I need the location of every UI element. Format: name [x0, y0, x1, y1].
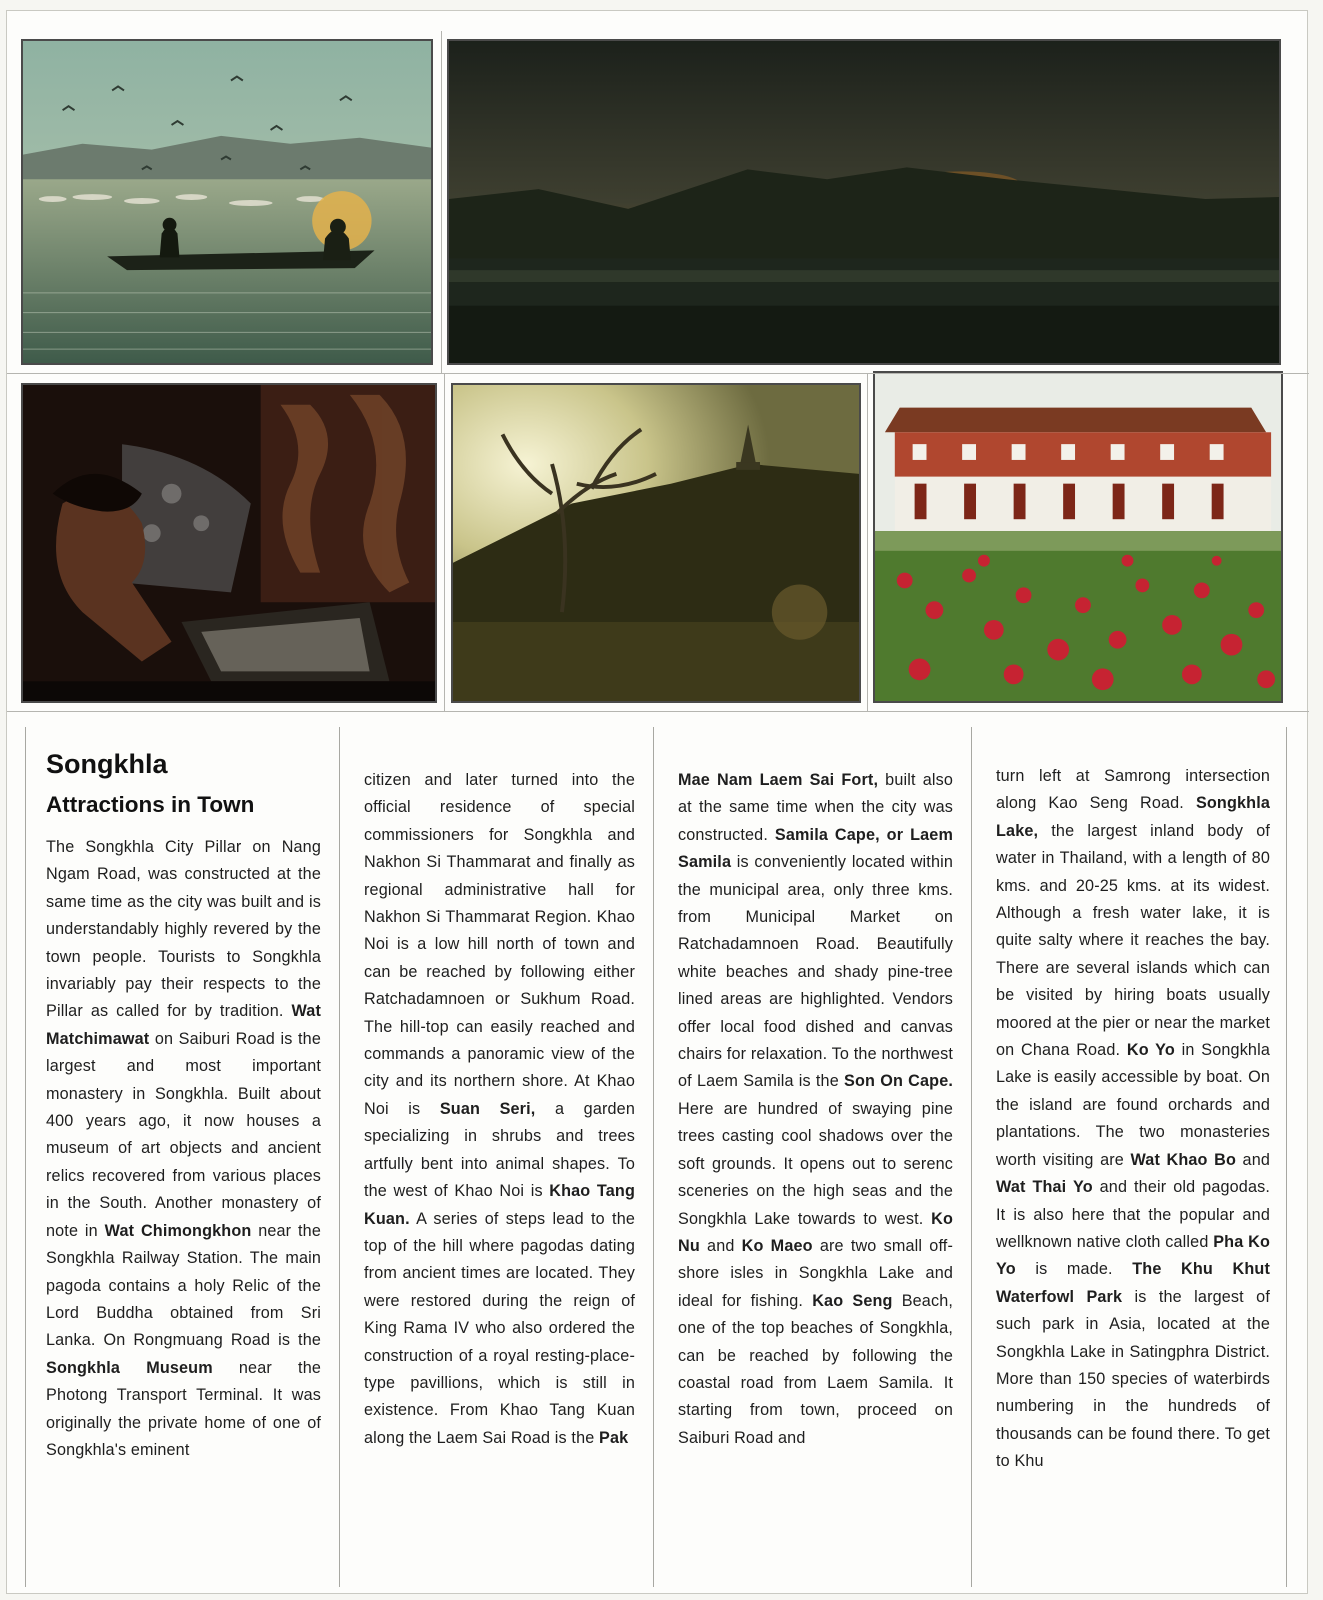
bold-term: Wat Thai Yo [996, 1178, 1093, 1197]
page-title: Songkhla [46, 749, 168, 779]
text-run: in Songkhla Lake is easily accessible by boat. On the island are found orchards and plantations. The two monasteries worth visiting are [996, 1041, 1270, 1169]
bold-term: Pak [599, 1428, 629, 1447]
text-run: citizen and later turned into the official residence of special commissioners for Songkhla and Nakhon Si Thammarat and finally as regional administrative hall for Nakhon Si Thammarat Region. Khao Noi is a low hill north of town and can be reached by following either Ratchadamnoen or Sukhum Road. The hill-top can easily reached and commands a panoramic view of the city and its northern shore. At Khao Noi is [364, 771, 635, 1118]
photo-hilltop-pagoda [451, 383, 861, 703]
boat-lake-image [23, 41, 431, 363]
photo-boat-lake [21, 39, 433, 365]
bold-term: Wat Chimongkhon [104, 1221, 252, 1240]
text-run: and their old pagodas. It is also here that the popular and wellknown native cloth called [996, 1178, 1270, 1251]
text-column-1 [25, 727, 339, 1587]
bold-term: Ko Maeo [741, 1236, 813, 1255]
text-column-2 [339, 727, 653, 1587]
bold-term: Ko Yo [1126, 1041, 1175, 1060]
bold-term: The Khu Khut Waterfowl Park [996, 1260, 1270, 1306]
bold-term: Son On Cape. [844, 1072, 953, 1091]
pagoda-image [453, 385, 859, 701]
photo-divider-vertical-1 [441, 31, 442, 373]
bold-term: Pha Ko Yo [996, 1232, 1270, 1279]
text-column-3 [653, 727, 971, 1587]
column-4-paragraph [996, 763, 1270, 1476]
text-run: the largest inland body of water in Thailand, with a length of 80 kms. and 20-25 kms. at its widest. Although a fresh water lake, it is quite salty where it reaches the bay. There are several islands which can be visited by hiring boats usually moored at the pier or near the market on Chana Road. [996, 821, 1270, 1060]
text-run: a garden specializing in shrubs and trees artfully bent into animal shapes. To the west of Khao Noi is [364, 1099, 635, 1201]
photo-divider-vertical-3 [867, 373, 868, 711]
text-run: turn left at Samrong intersection along Kao Seng Road. [996, 767, 1270, 813]
text-run: near the Songkhla Railway Station. The main pagoda contains a holy Relic of the Lord Buddha obtained from Sri Lanka. On Rongmuang Road is the [46, 1221, 321, 1350]
brochure-page [6, 10, 1308, 1594]
text-run: on Saiburi Road is the largest and most important monastery in Songkhla. Built about 400 years ago, it now houses a museum of art objects and ancient relics recovered from various places in the South. Another monastery of note in [46, 1029, 321, 1240]
text-run: Beach, one of the top beaches of Songkhla, can be reached by following the coastal road from Laem Samila. It starting from town, proceed on Saiburi Road and [678, 1291, 953, 1447]
photo-divider-top [7, 373, 1309, 374]
section-subtitle: Attractions in Town [46, 792, 255, 817]
text-run: and [699, 1236, 742, 1255]
bold-term: Wat Matchimawat [46, 1002, 321, 1048]
bold-term: Samila Cape, or Laem Samila [678, 825, 953, 872]
photo-divider-vertical-2 [444, 373, 445, 711]
photo-divider-bottom [7, 711, 1309, 712]
column-3-paragraph [678, 767, 953, 1452]
text-run: A series of steps lead to the top of the hill where pagodas dating from ancient times are located. They were restored during the reign of King Rama IV who also ordered the construction of a royal resting-place-type pavillions, which is still in existence. From Khao Tang Kuan along the Laem Sai Road is the [364, 1209, 635, 1447]
bold-term: Wat Khao Bo [1130, 1150, 1237, 1169]
text-run: The Songkhla City Pillar on Nang Ngam Road, was constructed at the same time as the city was built and is understandably highly revered by the town people. Tourists to Songkhla invariably pay their respects to the Pillar as called for by tradition. [46, 838, 321, 1021]
bold-term: Songkhla Museum [46, 1358, 213, 1377]
bold-term: Khao Tang Kuan. [364, 1182, 635, 1228]
text-run: built also at the same time when the city was constructed. [678, 771, 953, 844]
sunset-image [449, 41, 1279, 363]
bold-term: Ko Nu [678, 1209, 953, 1255]
text-run: and [1236, 1150, 1271, 1169]
bold-term: Songkhla Lake, [996, 794, 1270, 840]
text-run: are two small off-shore isles in Songkhla Lake and ideal for fishing. [678, 1236, 953, 1310]
text-run: Here are hundred of swaying pine trees casting cool shadows over the soft grounds. It opens out to serenc sceneries on the high seas and the Songkhla Lake towards to west. [678, 1099, 953, 1228]
text-run: near the Photong Transport Terminal. It was originally the private home of one of Songkhla's eminent [46, 1358, 322, 1459]
bold-term: Kao Seng [812, 1291, 893, 1310]
column-1-paragraph [46, 834, 321, 1464]
text-run: is conveniently located within the municipal area, only three kms. from Municipal Market on Ratchadamnoen Road. Beautifully white beaches and shady pine-tree lined areas are highlighted. Vendors offer local food dished and canvas chairs for relaxation. To the northwest of Laem Samila is the [678, 853, 953, 1091]
museum-image [875, 373, 1281, 701]
text-run: is the largest of such park in Asia, located at the Songkhla Lake in Satingphra District. More than 150 species of waterbirds numbering in the hundreds of thousands can be found there. To get to Khu [996, 1287, 1270, 1471]
photo-sunset-mountains [447, 39, 1281, 365]
artisan-image [23, 385, 435, 701]
column-2-paragraph [364, 767, 635, 1452]
bold-term: Suan Seri, [439, 1099, 536, 1118]
text-column-4 [971, 727, 1287, 1587]
text-run: is made. [1015, 1260, 1133, 1279]
photo-songkhla-museum [873, 371, 1283, 703]
photo-shadow-puppet-artisan [21, 383, 437, 703]
bold-term: Mae Nam Laem Sai Fort, [678, 771, 879, 789]
